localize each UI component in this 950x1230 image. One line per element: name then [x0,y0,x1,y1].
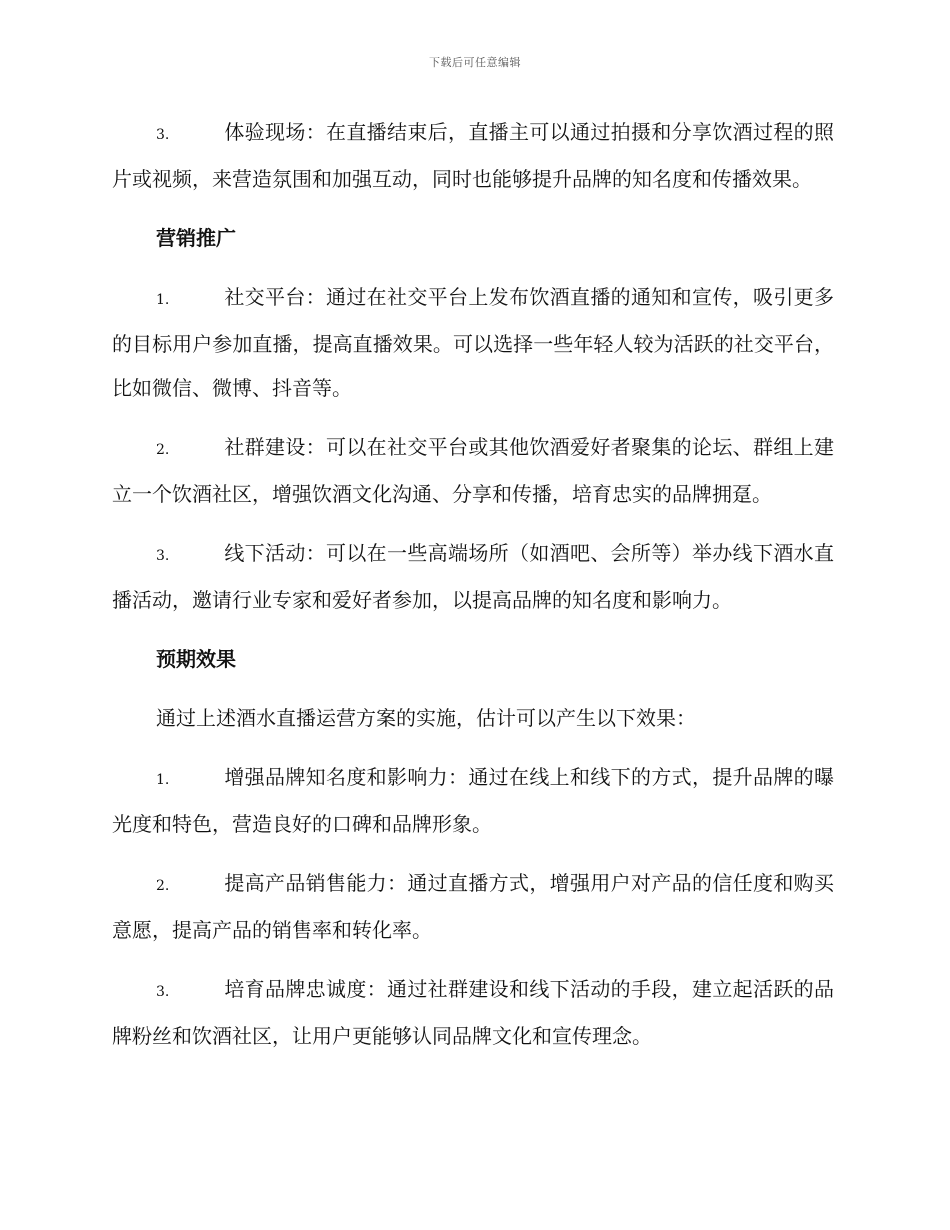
item-text: 社交平台：通过在社交平台上发布饮酒直播的通知和宣传，吸引更多的目标用户参加直播，提高直播效果。可以选择一些年轻人较为活跃的社交平台，比如微信、微博、抖音等。 [112,285,834,400]
document-body [112,110,834,1073]
list-item [112,110,834,201]
item-number: 1. [156,772,170,788]
item-text: 提高产品销售能力：通过直播方式，增强用户对产品的信任度和购买意愿，提高产品的销售率和转化率。 [112,871,834,942]
item-text: 增强品牌知名度和影响力：通过在线上和线下的方式，提升品牌的曝光度和特色，营造良好的口碑和品牌形象。 [112,765,834,836]
item-text: 社群建设：可以在社交平台或其他饮酒爱好者聚集的论坛、群组上建立一个饮酒社区，增强饮酒文化沟通、分享和传播，培育忠实的品牌拥趸。 [112,435,834,506]
item-number: 2. [156,442,170,458]
item-number: 1. [156,292,170,308]
item-text: 体验现场：在直播结束后，直播主可以通过拍摄和分享饮酒过程的照片或视频，来营造氛围和加强互动，同时也能够提升品牌的知名度和传播效果。 [112,120,834,191]
list-item [112,425,834,516]
item-number: 3. [156,127,170,143]
list-item [112,755,834,846]
item-text: 线下活动：可以在一些高端场所（如酒吧、会所等）举办线下酒水直播活动，邀请行业专家和爱好者参加，以提高品牌的知名度和影响力。 [112,541,834,612]
list-item [112,967,834,1058]
item-number: 3. [156,548,170,564]
list-item [112,861,834,952]
section-heading: 营销推广 [156,226,236,250]
section-heading: 预期效果 [156,647,236,671]
list-item [112,531,834,622]
item-text: 培育品牌忠诚度：通过社群建设和线下活动的手段，建立起活跃的品牌粉丝和饮酒社区，让用户更能够认同品牌文化和宣传理念。 [112,977,834,1048]
page-header: 下载后可任意编辑 [429,56,521,69]
item-number: 3. [156,984,170,1000]
item-number: 2. [156,878,170,894]
list-item [112,275,834,410]
intro-paragraph: 通过上述酒水直播运营方案的实施，估计可以产生以下效果： [156,706,696,730]
